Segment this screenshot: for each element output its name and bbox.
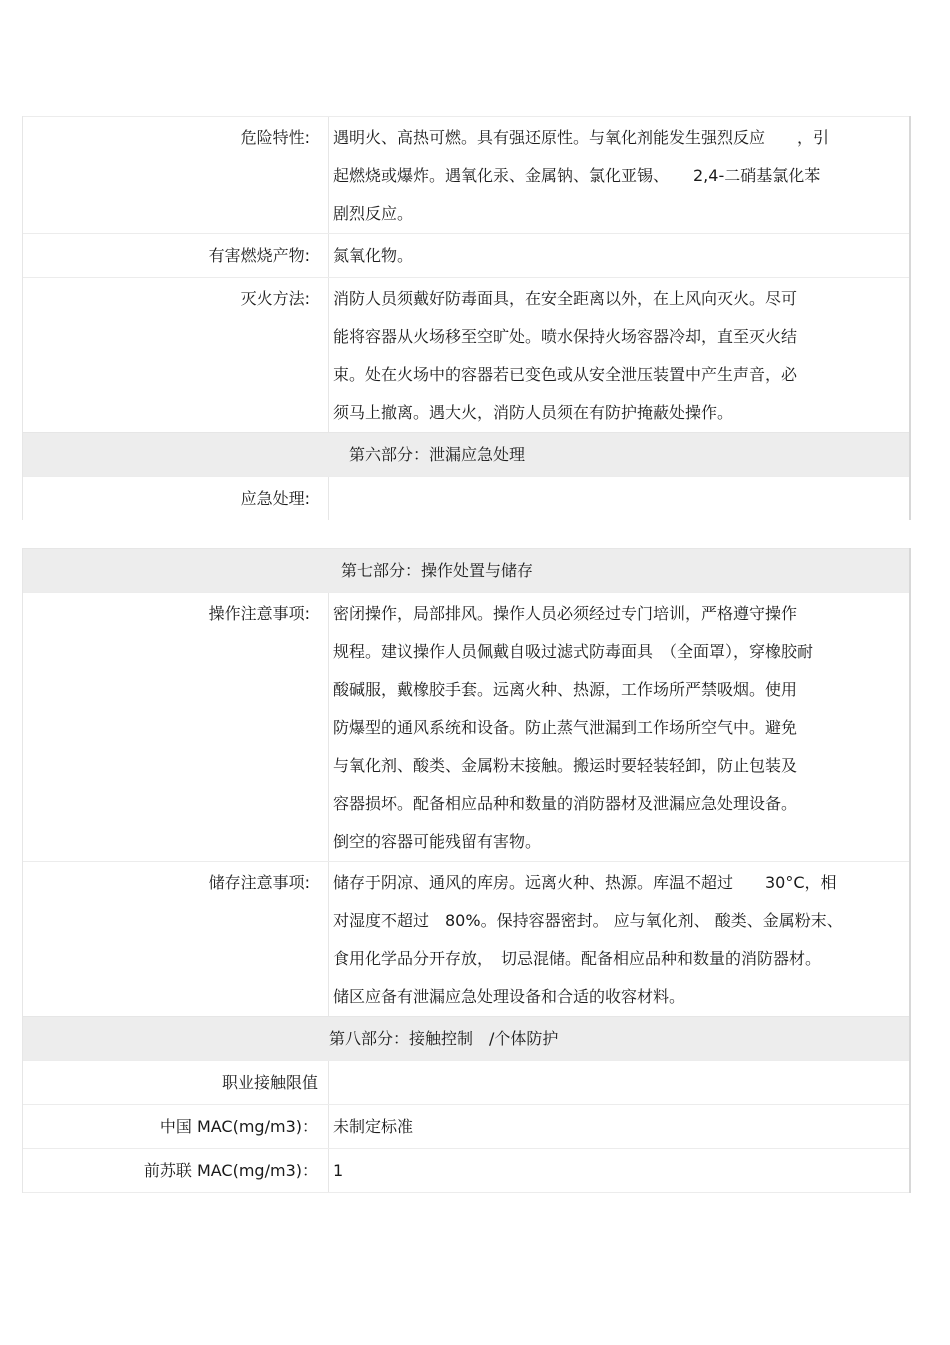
exposure-label: 职业接触限值 [23,1061,329,1104]
firefighting-label: 灭火方法: [23,278,329,432]
section-7-heading: 第七部分：操作处置与储存 [23,548,909,592]
exposure-value [329,1061,909,1104]
section-6-heading: 第六部分：泄漏应急处理 [23,432,909,476]
handling-label: 操作注意事项: [23,593,329,861]
hazard-label: 危险特性: [23,117,329,233]
table-row-emergency [23,476,909,520]
ussr-mac-label: 前苏联 MAC(mg/m3)： [23,1149,329,1192]
table-row-combustion [23,233,909,277]
emergency-value [329,477,909,520]
table-row-ussr-mac [23,1148,909,1193]
table-row-handling [23,592,909,861]
ussr-mac-value: 1 [333,1161,344,1180]
storage-label: 储存注意事项: [23,862,329,1016]
table-row-storage [23,861,909,1016]
table-row-china-mac [23,1104,909,1148]
table-section-2 [22,548,911,1193]
china-mac-value: 未制定标准 [333,1117,414,1136]
combustion-label: 有害燃烧产物: [23,234,329,277]
table-row-firefighting [23,277,909,432]
hazard-value: 遇明火、高热可燃。具有强还原性。与氧化剂能发生强烈反应 ，引 起燃烧或爆炸。遇氧化汞、金属钠、氯化亚锡、 2,4-二硝基氯化苯 剧烈反应。 [333,128,830,223]
storage-value: 储存于阴凉、通风的库房。远离火种、热源。库温不超过 30°C，相 对湿度不超过 80%。保持容器密封。 应与氧化剂、 酸类、金属粉末、 食用化学品分开存放， 切忌混储。配备相应品种和数量的消防器材。 储区应备有泄漏应急处理设备和合适的收容材料。 [333,873,843,1006]
table-section-1 [22,116,911,520]
section-8-heading: 第八部分：接触控制 /个体防护 [23,1016,909,1060]
handling-value: 密闭操作，局部排风。操作人员必须经过专门培训，严格遵守操作 规程。建议操作人员佩戴自吸过滤式防毒面具 （全面罩），穿橡胶耐 酸碱服，戴橡胶手套。远离火种、热源，工作场所严禁吸烟。使用 防爆型的通风系统和设备。防止蒸气泄漏到工作场所空气中。避免 与氧化剂、酸类、金属粉末接触。搬运时要轻装轻卸，防止包装及 容器损坏。配备相应品种和数量的消防器材及泄漏应急处理设备。 倒空的容器可能残留有害物。 [333,604,814,851]
table-row-hazard [23,116,909,233]
emergency-label: 应急处理: [23,477,329,520]
firefighting-value: 消防人员须戴好防毒面具，在安全距离以外，在上风向灭火。尽可 能将容器从火场移至空旷处。喷水保持火场容器冷却，直至灭火结 束。处在火场中的容器若已变色或从安全泄压装置中产生声音，必 须马上撤离。遇大火，消防人员须在有防护掩蔽处操作。 [333,289,798,422]
china-mac-label: 中国 MAC(mg/m3)： [23,1105,329,1148]
combustion-value: 氮氧化物。 [333,246,414,265]
table-row-exposure-limits [23,1060,909,1104]
